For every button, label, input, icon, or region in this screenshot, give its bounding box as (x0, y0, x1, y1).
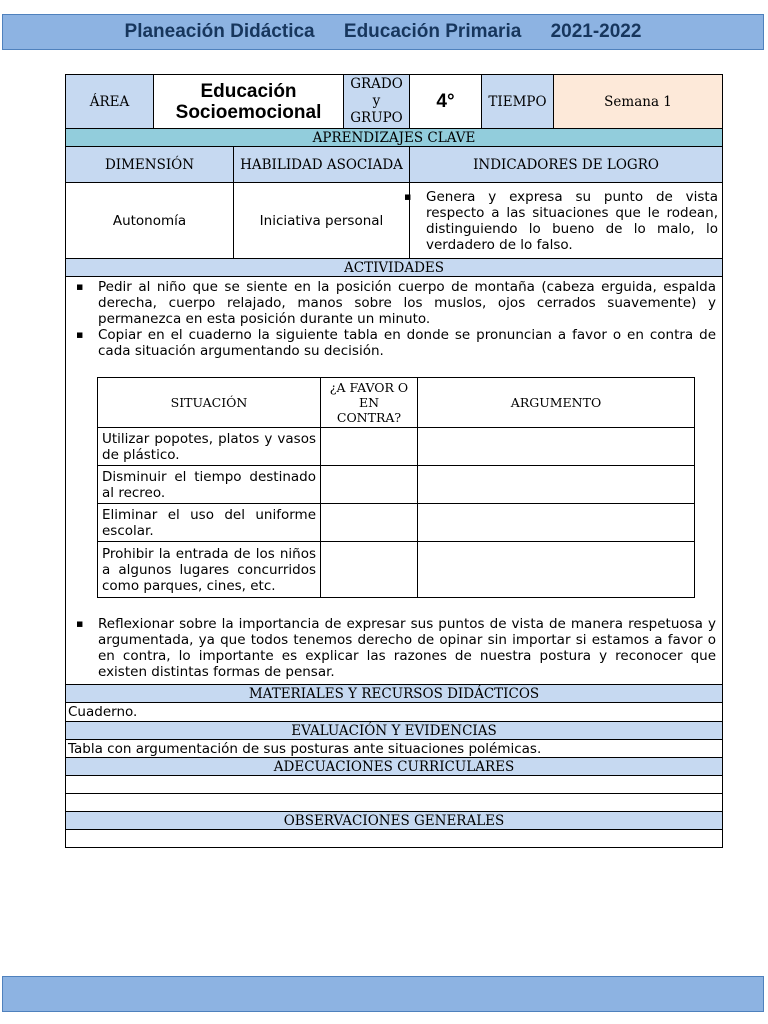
observaciones-title: OBSERVACIONES GENERALES (66, 812, 723, 830)
aprendizajes-content-row (66, 183, 723, 259)
reflexion-item: ▪ Reflexionar sobre la importancia de expresar sus puntos de vista de manera respetuosa y argumentada, ya que todos tenemos derecho de opinar sin importar si estamos a favor o en contra, lo importante es explicar las razones de nuestra postura y reconocer que existen distintas formas de pensar. (98, 616, 716, 680)
aprendizajes-title-row (66, 129, 723, 147)
header-year: 2021-2022 (550, 21, 642, 42)
situacion-row (98, 542, 695, 598)
situacion-row (98, 428, 695, 466)
materiales-value: Cuaderno. (66, 703, 723, 722)
dimension-header: DIMENSIÓN (66, 147, 234, 183)
indicadores-header: INDICADORES DE LOGRO (410, 147, 723, 183)
adecuaciones-row (66, 776, 723, 794)
actividad-item: ▪ Copiar en el cuaderno la siguiente tabla en donde se pronuncian a favor o en contra de cada situación argumentando su decisión. (98, 327, 716, 359)
actividades-content-row (66, 277, 723, 685)
argumento-cell (418, 504, 695, 542)
observaciones-row (66, 830, 723, 848)
situacion-cell: Prohibir la entrada de los niños a algunos lugares concurridos como parques, cines, etc. (98, 542, 321, 598)
argumento-header: ARGUMENTO (418, 378, 695, 428)
reflexion-list (72, 616, 716, 680)
actividad-item: ▪ Pedir al niño que se siente en la posición cuerpo de montaña (cabeza erguida, espalda derecha, cuerpo relajado, manos sobre los muslos, ojos cerrados suavemente) y permanezca en esta posición durante un minuto. (98, 279, 716, 327)
observaciones-title-row (66, 812, 723, 830)
situacion-cell: Eliminar el uso del uniforme escolar. (98, 504, 321, 542)
indicador-list (414, 189, 718, 253)
actividades-cell (66, 277, 723, 685)
actividades-title: ACTIVIDADES (66, 259, 723, 277)
evaluacion-value: Tabla con argumentación de sus posturas ante situaciones polémicas. (66, 740, 723, 758)
materiales-title-row (66, 685, 723, 703)
time-label: TIEMPO (482, 75, 554, 129)
header-text (113, 21, 654, 43)
situaciones-table (97, 377, 695, 598)
area-value: Educación Socioemocional (154, 75, 344, 129)
adecuaciones-title: ADECUACIONES CURRICULARES (66, 758, 723, 776)
favor-cell (321, 428, 418, 466)
planning-table (65, 74, 723, 848)
header-level: Educación Primaria (343, 21, 522, 42)
favor-header: ¿A FAVOR O EN CONTRA? (321, 378, 418, 428)
adecuaciones-value (66, 794, 723, 812)
evaluacion-title-row (66, 722, 723, 740)
argumento-cell (418, 542, 695, 598)
habilidad-header: HABILIDAD ASOCIADA (234, 147, 410, 183)
info-row (66, 75, 723, 129)
situaciones-header-row (98, 378, 695, 428)
situacion-row (98, 504, 695, 542)
header-title: Planeación Didáctica (124, 21, 315, 42)
adecuaciones-title-row (66, 758, 723, 776)
evaluacion-title: EVALUACIÓN Y EVIDENCIAS (66, 722, 723, 740)
footer-band (2, 976, 764, 1012)
actividades-list (72, 279, 716, 359)
argumento-cell (418, 466, 695, 504)
header-band (2, 14, 764, 50)
dimension-value: Autonomía (66, 183, 234, 259)
adecuaciones-row (66, 794, 723, 812)
evaluacion-row (66, 740, 723, 758)
situacion-cell: Utilizar popotes, platos y vasos de plástico. (98, 428, 321, 466)
situacion-row (98, 466, 695, 504)
grade-label: GRADO y GRUPO (344, 75, 410, 129)
favor-cell (321, 542, 418, 598)
observaciones-value (66, 830, 723, 848)
actividades-title-row (66, 259, 723, 277)
adecuaciones-value (66, 776, 723, 794)
aprendizajes-title: APRENDIZAJES CLAVE (66, 129, 723, 147)
area-label: ÁREA (66, 75, 154, 129)
grade-value: 4° (410, 75, 482, 129)
materiales-row (66, 703, 723, 722)
argumento-cell (418, 428, 695, 466)
favor-cell (321, 504, 418, 542)
materiales-title: MATERIALES Y RECURSOS DIDÁCTICOS (66, 685, 723, 703)
indicador-cell (410, 183, 723, 259)
time-value: Semana 1 (554, 75, 723, 129)
habilidad-value: Iniciativa personal (234, 183, 410, 259)
indicador-item: ▪ Genera y expresa su punto de vista respecto a las situaciones que le rodean, distinguiendo lo bueno de lo malo, lo verdadero de lo falso. (426, 189, 718, 253)
situacion-header: SITUACIÓN (98, 378, 321, 428)
favor-cell (321, 466, 418, 504)
situacion-cell: Disminuir el tiempo destinado al recreo. (98, 466, 321, 504)
aprendizajes-header-row (66, 147, 723, 183)
